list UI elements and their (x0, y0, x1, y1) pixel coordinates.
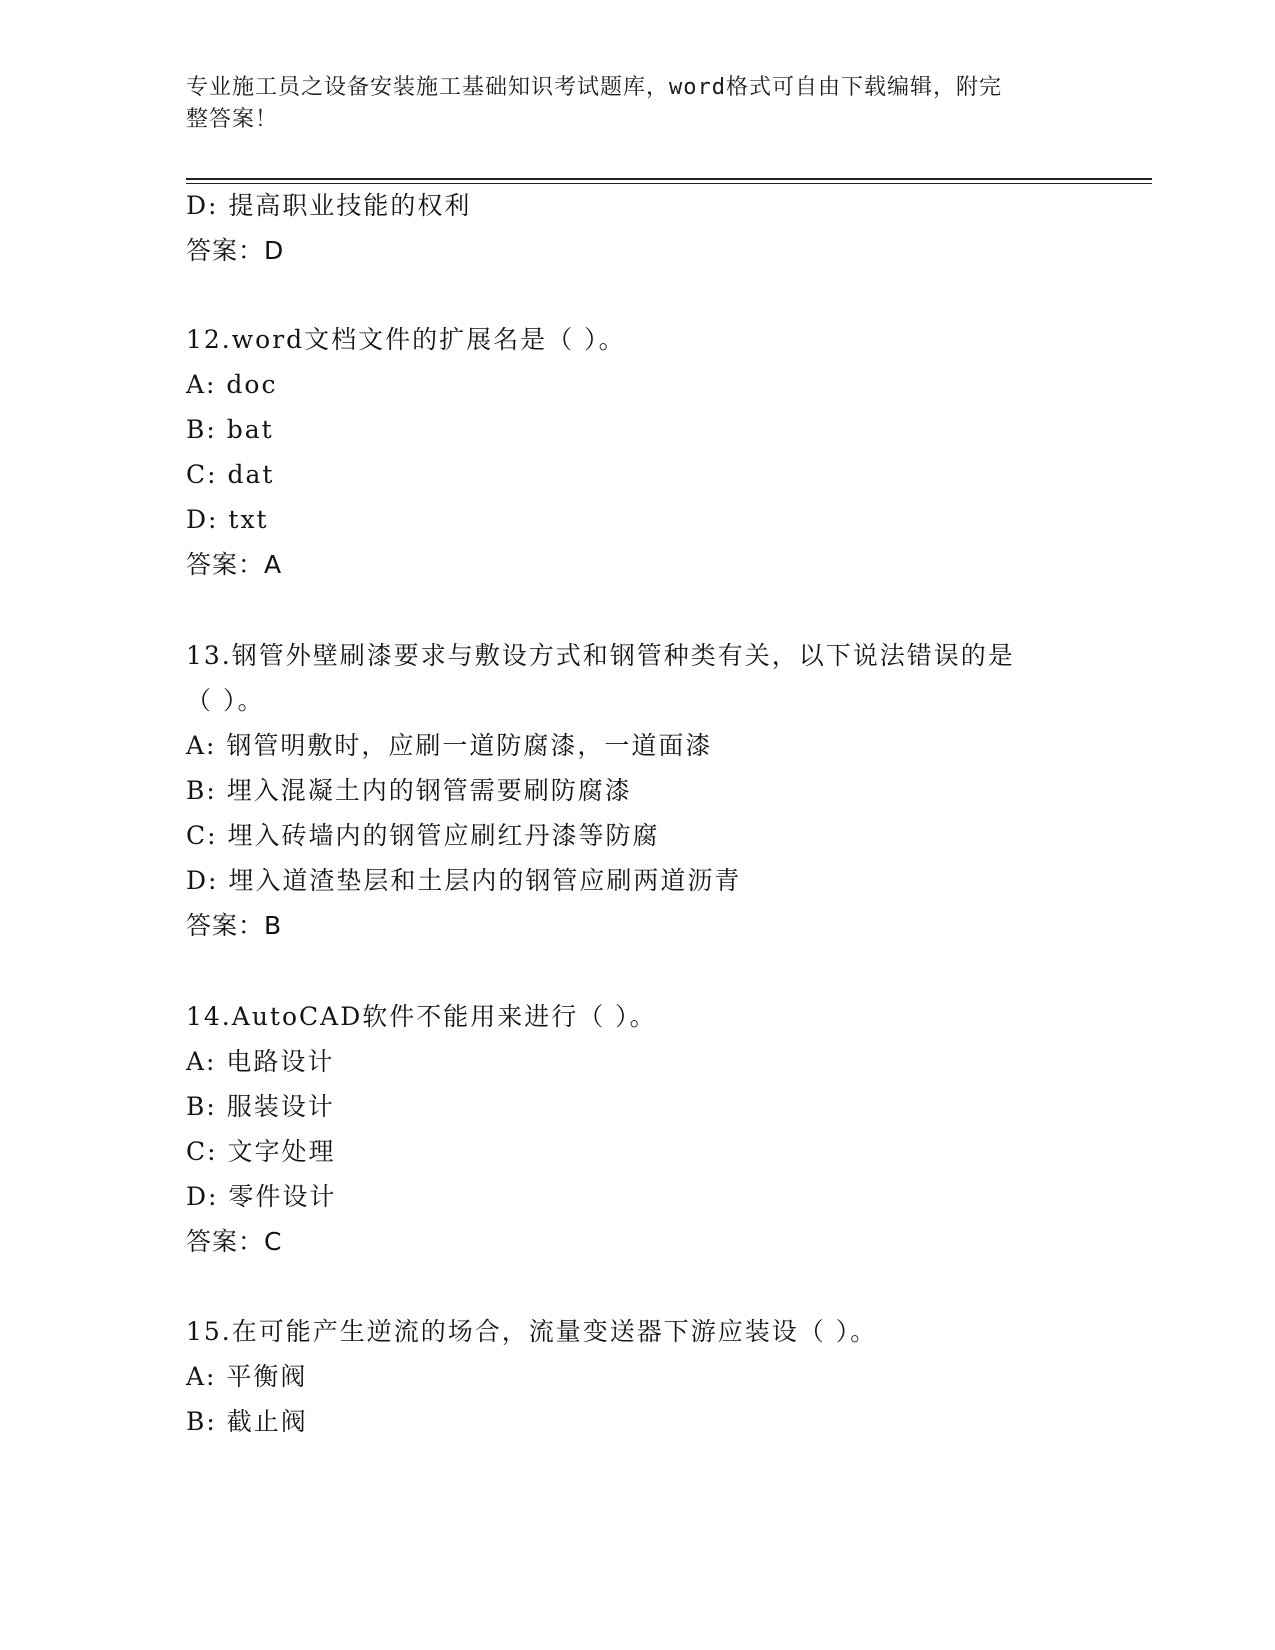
q13-option-d: D: 埋入道渣垫层和土层内的钢管应刷两道沥青 (186, 866, 742, 895)
q11-option-d: D: 提高职业技能的权利 (186, 191, 472, 220)
q14-option-a: A: 电路设计 (186, 1047, 335, 1076)
header-line-1: 专业施工员之设备安装施工基础知识考试题库，word格式可自由下载编辑，附完 (186, 75, 1002, 100)
q14-option-c: C: 文字处理 (186, 1137, 336, 1166)
header-divider-thin (186, 183, 1152, 184)
q13-option-c: C: 埋入砖墙内的钢管应刷红丹漆等防腐 (186, 821, 660, 850)
q13-stem-line-2: （ ）。 (186, 686, 265, 715)
header-line-2: 整答案！ (186, 107, 279, 132)
q12-option-c: C: dat (186, 460, 275, 489)
q12-option-d: D: txt (186, 505, 269, 534)
q13-option-a: A: 钢管明敷时，应刷一道防腐漆，一道面漆 (186, 731, 713, 760)
q13-answer: 答案：B (186, 911, 283, 940)
q15-option-b: B: 截止阀 (186, 1407, 308, 1436)
q15-option-a: A: 平衡阀 (186, 1362, 308, 1391)
header-divider-thick (186, 178, 1152, 180)
q13-stem-line-1: 13.钢管外壁刷漆要求与敷设方式和钢管种类有关，以下说法错误的是 (186, 641, 1015, 670)
q13-option-b: B: 埋入混凝土内的钢管需要刷防腐漆 (186, 776, 632, 805)
q12-option-a: A: doc (186, 370, 278, 399)
q11-answer: 答案：D (186, 236, 285, 265)
q12-option-b: B: bat (186, 415, 274, 444)
q14-answer: 答案：C (186, 1227, 283, 1256)
document-header (186, 72, 1066, 136)
q14-option-b: B: 服装设计 (186, 1092, 335, 1121)
q14-option-d: D: 零件设计 (186, 1182, 337, 1211)
q15-stem: 15.在可能产生逆流的场合，流量变送器下游应装设（ ）。 (186, 1317, 878, 1346)
q12-stem: 12.word文档文件的扩展名是（ ）。 (186, 325, 626, 354)
q12-answer: 答案：A (186, 550, 283, 579)
q14-stem: 14.AutoCAD软件不能用来进行（ ）。 (186, 1002, 657, 1031)
